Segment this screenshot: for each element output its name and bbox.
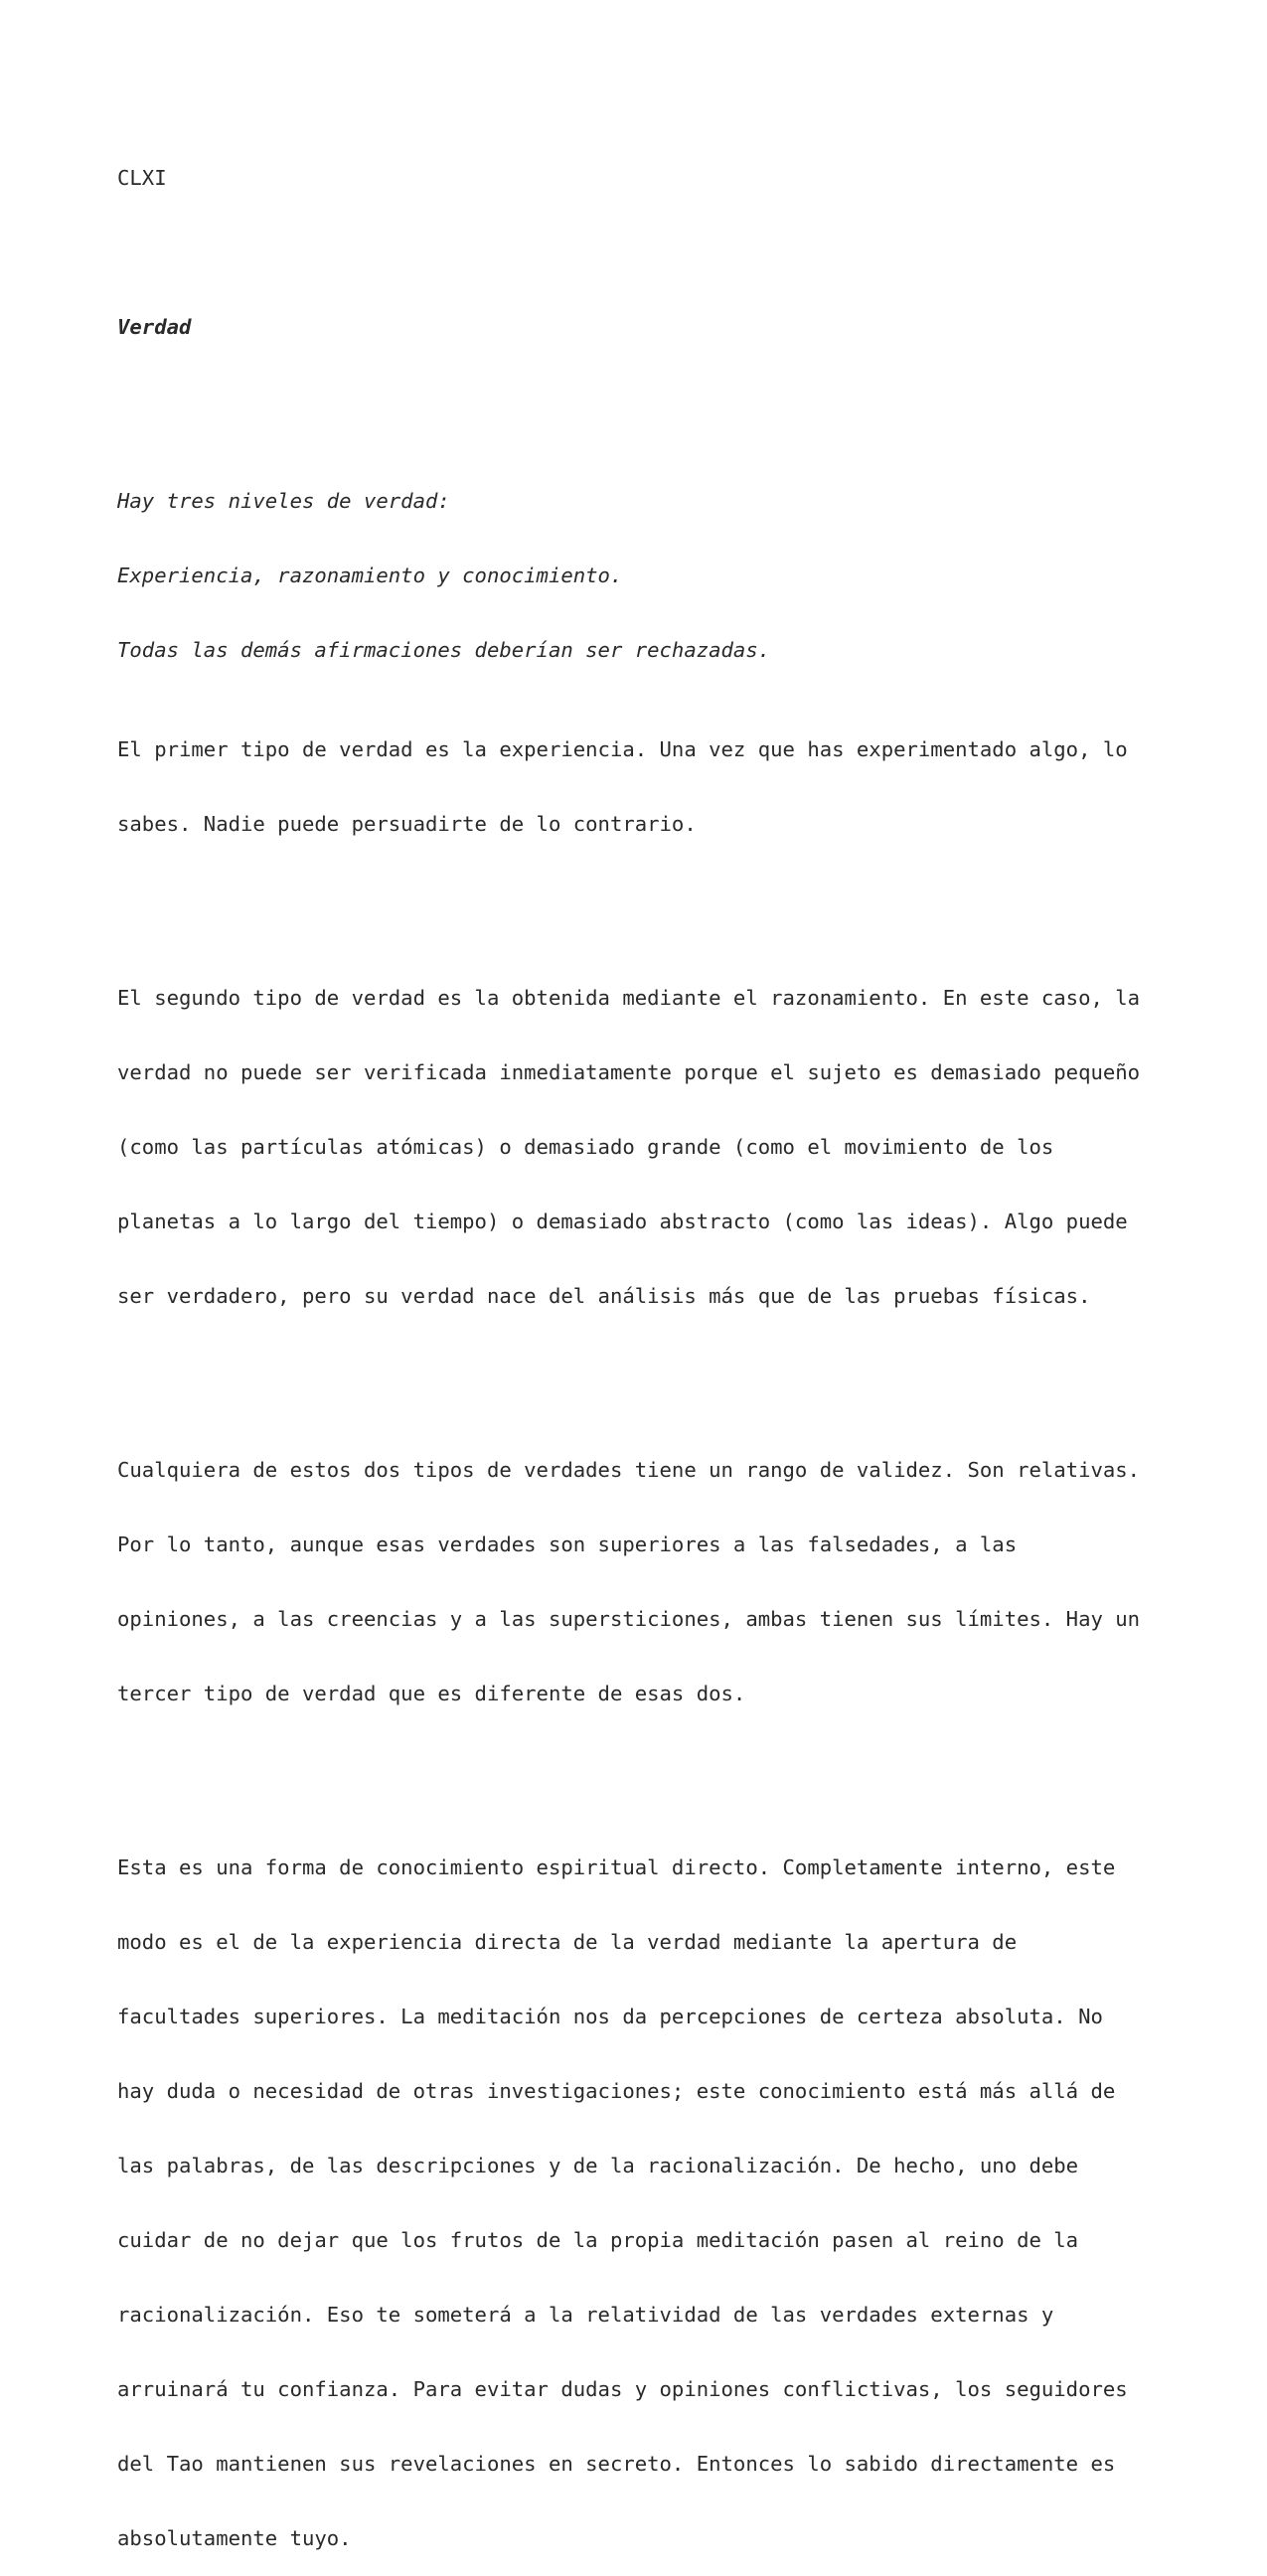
paragraph-line: hay duda o necesidad de otras investigaciones; este conocimiento está más allá de	[117, 2079, 1116, 2103]
chapter-number: CLXI	[117, 166, 167, 190]
paragraph-line: las palabras, de las descripciones y de la racionalización. De hecho, uno debe	[117, 2154, 1079, 2177]
paragraph-line: del Tao mantienen sus revelaciones en secreto. Entonces lo sabido directamente es	[117, 2452, 1116, 2476]
paragraph-line: racionalización. Eso te someterá a la relatividad de las verdades externas y	[117, 2303, 1054, 2327]
spacer	[117, 1359, 1171, 1383]
verse-line: Hay tres niveles de verdad:	[117, 489, 450, 513]
document-page	[117, 116, 1171, 2576]
paragraph-line: ser verdadero, pero su verdad nace del análisis más que de las pruebas físicas.	[117, 1284, 1091, 1308]
paragraph-line: facultades superiores. La meditación nos da percepciones de certeza absoluta. No	[117, 2005, 1103, 2028]
paragraph-line: Por lo tanto, aunque esas verdades son superiores a las falsedades, a las	[117, 1532, 1018, 1556]
paragraph-line: modo es el de la experiencia directa de la verdad mediante la apertura de	[117, 1930, 1018, 1954]
paragraph-line: opiniones, a las creencias y a las supersticiones, ambas tienen sus límites. Hay un	[117, 1607, 1141, 1631]
paragraph-line: verdad no puede ser verificada inmediatamente porque el sujeto es demasiado pequeño	[117, 1060, 1141, 1084]
paragraph-line: El segundo tipo de verdad es la obtenida mediante el razonamiento. En este caso, la	[117, 986, 1141, 1010]
paragraph-line: planetas a lo largo del tiempo) o demasiado abstracto (como las ideas). Algo puede	[117, 1209, 1128, 1233]
spacer	[117, 886, 1171, 911]
spacer	[117, 1756, 1171, 1781]
verse-line: Todas las demás afirmaciones deberían ser rechazadas.	[117, 638, 771, 662]
spacer	[117, 390, 1171, 414]
paragraph-line: tercer tipo de verdad que es diferente de esas dos.	[117, 1682, 746, 1705]
chapter-title: Verdad	[117, 315, 192, 339]
paragraph-line: (como las partículas atómicas) o demasiado grande (como el movimiento de los	[117, 1135, 1054, 1159]
paragraph-line: cuidar de no dejar que los frutos de la propia meditación pasen al reino de la	[117, 2228, 1079, 2252]
paragraph-line: El primer tipo de verdad es la experiencia. Una vez que has experimentado algo, lo	[117, 737, 1128, 761]
paragraph-line: absolutamente tuyo.	[117, 2526, 352, 2550]
paragraph-line: arruinará tu confianza. Para evitar dudas y opiniones conflictivas, los seguidores	[117, 2377, 1128, 2401]
paragraph-line: Cualquiera de estos dos tipos de verdades tiene un rango de validez. Son relativas.	[117, 1458, 1141, 1482]
verse-line: Experiencia, razonamiento y conocimiento.	[117, 564, 623, 587]
paragraph-line: Esta es una forma de conocimiento espiritual directo. Completamente interno, este	[117, 1855, 1116, 1879]
paragraph-line: sabes. Nadie puede persuadirte de lo contrario.	[117, 812, 697, 836]
spacer	[117, 241, 1171, 265]
